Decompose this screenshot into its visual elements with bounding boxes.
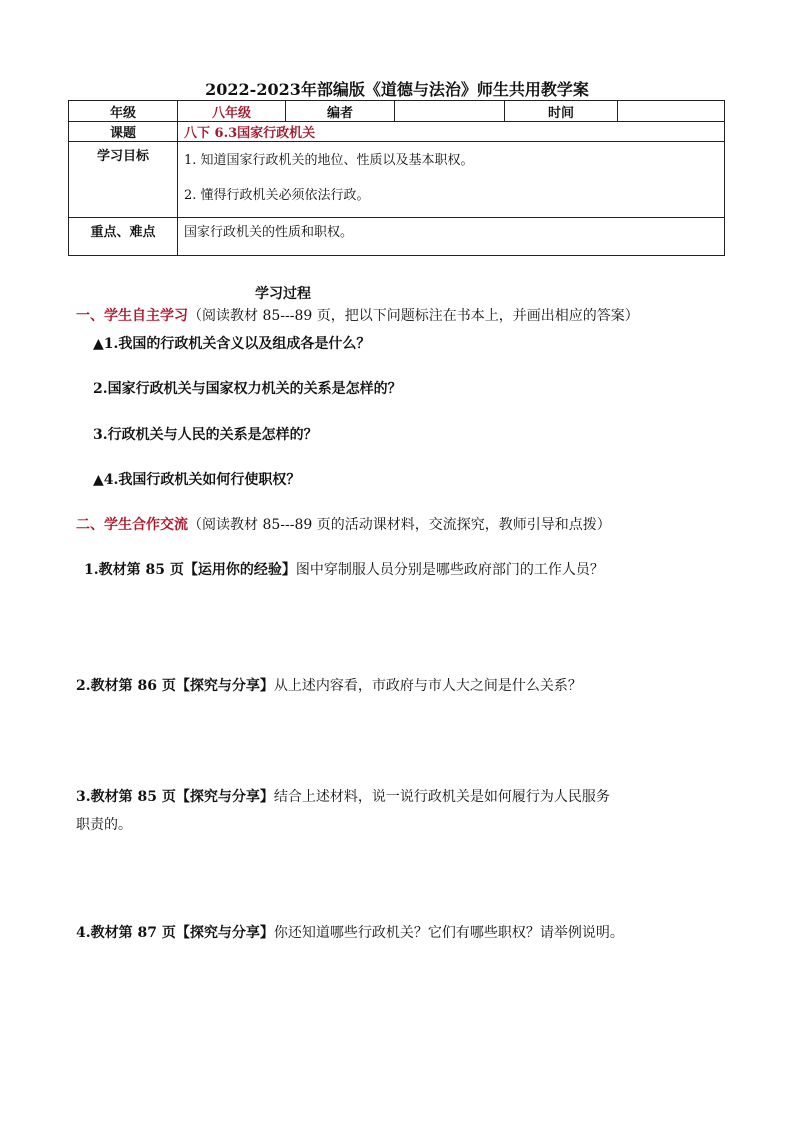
activity-prefix: 2.教材第 86 页【探究与分享】: [76, 678, 274, 694]
table-row: [69, 218, 725, 256]
goals-label: 学习目标: [69, 142, 178, 218]
key-label: 重点、难点: [69, 218, 178, 256]
activity-text-continued: 职责的。: [76, 817, 132, 833]
part2-heading: 二、学生合作交流: [76, 517, 188, 533]
activity-text: 从上述内容看，市政府与市人大之间是什么关系？: [273, 678, 582, 694]
goals-cell: [178, 142, 725, 218]
process-title: 学习过程: [255, 286, 311, 302]
time-label: 时间: [505, 101, 618, 122]
part1-heading: 一、学生自主学习: [76, 308, 188, 324]
key-value: 国家行政机关的性质和职权。: [178, 218, 725, 256]
activity-text: 结合上述材料，说一说行政机关是如何履行为人民服务: [273, 789, 610, 805]
question-item: ▲1.我国的行政机关含义以及组成各是什么？: [93, 336, 371, 352]
question-item: 2.国家行政机关与国家权力机关的关系是怎样的？: [93, 381, 402, 397]
part1-line: [76, 305, 639, 325]
grade-label: 年级: [69, 101, 178, 122]
activity-prefix: 3.教材第 85 页【探究与分享】: [76, 789, 274, 805]
goal-item: 1. 知道国家行政机关的地位、性质以及基本职权。: [184, 153, 474, 168]
topic-label: 课题: [69, 122, 178, 142]
topic-value: 八下 6.3国家行政机关: [178, 122, 725, 142]
part2-line: [76, 514, 611, 534]
activity-text: 图中穿制服人员分别是哪些政府部门的工作人员？: [295, 562, 604, 578]
activity-prefix: 1.教材第 85 页【运用你的经验】: [84, 562, 296, 578]
editor-value: [395, 101, 505, 122]
activity-text: 你还知道哪些行政机关？它们有哪些职权？请举例说明。: [273, 925, 624, 941]
goal-item: 2. 懂得行政机关必须依法行政。: [184, 188, 370, 203]
activity-item: [76, 675, 582, 695]
grade-value: 八年级: [178, 101, 286, 122]
table-row: [69, 101, 725, 122]
activity-item: [84, 559, 604, 579]
activity-prefix: 4.教材第 87 页【探究与分享】: [76, 925, 274, 941]
lesson-info-table: [68, 100, 725, 256]
table-row: [69, 142, 725, 218]
time-value: [618, 101, 725, 122]
table-row: [69, 122, 725, 142]
activity-item: [76, 786, 610, 806]
part2-note: （阅读教材 85---89 页的活动课材料，交流探究，教师引导和点拨）: [188, 517, 611, 533]
activity-item: [76, 922, 624, 942]
question-item: ▲4.我国行政机关如何行使职权？: [93, 472, 301, 488]
editor-label: 编者: [286, 101, 395, 122]
document-title: 2022-2023年部编版《道德与法治》师生共用教学案: [205, 80, 589, 99]
question-item: 3.行政机关与人民的关系是怎样的？: [93, 427, 318, 443]
part1-note: （阅读教材 85---89 页，把以下问题标注在书本上，并画出相应的答案）: [188, 308, 639, 324]
